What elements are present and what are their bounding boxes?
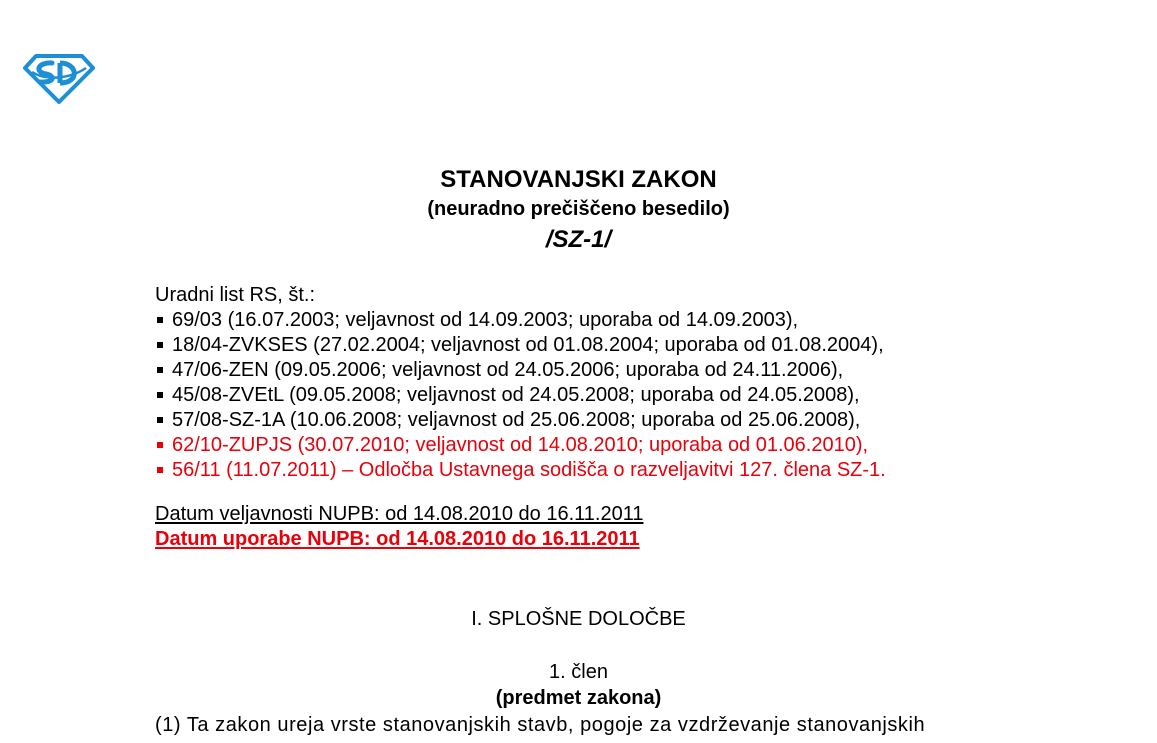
gazette-item: 45/08-ZVEtL (09.05.2008; veljavnost od 24.05.2008; uporaba od 24.05.2008),: [155, 383, 886, 408]
bullet-square-icon: [157, 417, 163, 423]
gazette-item: 18/04-ZVKSES (27.02.2004; veljavnost od 01.08.2004; uporaba od 01.08.2004),: [155, 333, 886, 358]
article-subject: (predmet zakona): [495, 687, 662, 709]
document-title: STANOVANJSKI ZAKON: [440, 166, 717, 193]
bullet-square-icon: [157, 367, 163, 373]
gazette-item: 47/06-ZEN (09.05.2006; veljavnost od 24.05.2006; uporaba od 24.11.2006),: [155, 358, 886, 383]
section-heading: I. SPLOŠNE DOLOČBE: [471, 608, 686, 630]
document-code: /SZ-1/: [545, 226, 612, 253]
validity-date: Datum veljavnosti NUPB: od 14.08.2010 do 16.11.2011: [155, 503, 644, 525]
gazette-item-highlighted: 62/10-ZUPJS (30.07.2010; veljavnost od 14.08.2010; uporaba od 01.06.2010),: [155, 433, 886, 458]
article-number: 1. člen: [549, 661, 608, 683]
gazette-label: Uradni list RS, št.:: [155, 284, 316, 306]
bullet-square-icon: [157, 317, 163, 323]
nupb-dates: [155, 502, 643, 552]
bullet-square-icon: [157, 392, 163, 398]
bullet-square-icon: [157, 442, 163, 448]
bullet-square-icon: [157, 342, 163, 348]
application-date: Datum uporabe NUPB: od 14.08.2010 do 16.11.2011: [155, 528, 640, 550]
article-paragraph: (1) Ta zakon ureja vrste stanovanjskih stavb, pogoje za vzdrževanje stanovanjskih: [155, 714, 926, 736]
sd-shield-logo-icon: [22, 50, 96, 104]
gazette-item: 69/03 (16.07.2003; veljavnost od 14.09.2003; uporaba od 14.09.2003),: [155, 308, 886, 333]
gazette-item: 57/08-SZ-1A (10.06.2008; veljavnost od 25.06.2008; uporaba od 25.06.2008),: [155, 408, 886, 433]
bullet-square-icon: [157, 467, 163, 473]
document-subtitle: (neuradno prečiščeno besedilo): [427, 198, 730, 220]
gazette-references: [155, 283, 886, 483]
gazette-item-highlighted: 56/11 (11.07.2011) – Odločba Ustavnega sodišča o razveljavitvi 127. člena SZ-1.: [155, 458, 886, 483]
gazette-list: [155, 308, 886, 483]
